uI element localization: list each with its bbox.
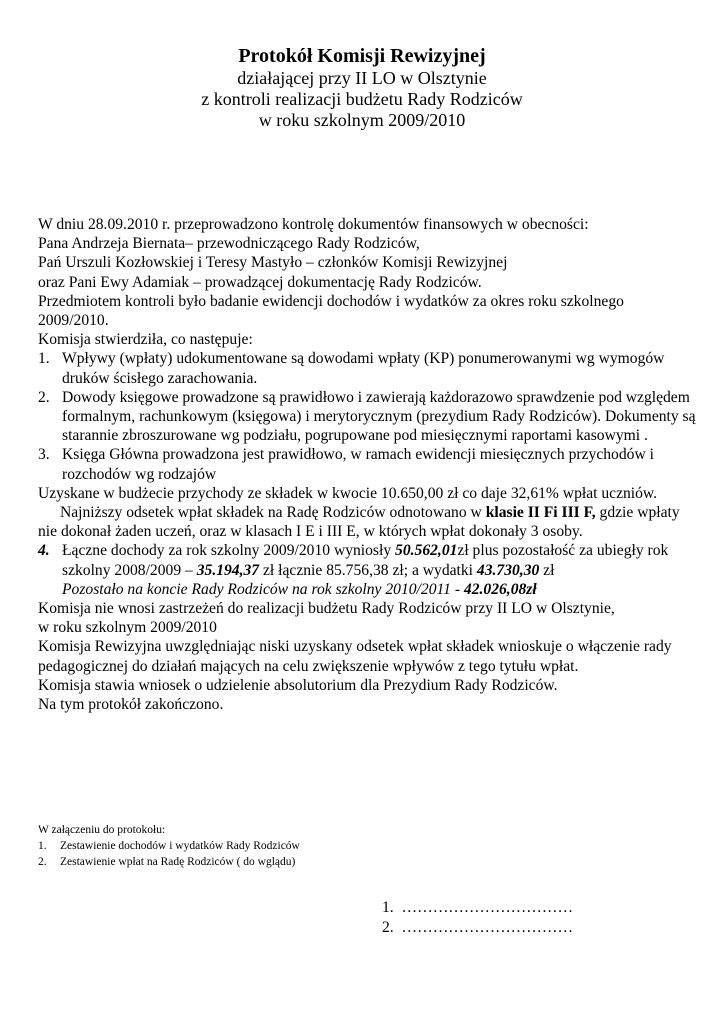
header-line-2: działającej przy II LO w Olsztynie bbox=[237, 68, 487, 88]
remaining-amount: 42.026,08zł bbox=[463, 580, 537, 598]
header-line-3: z kontroli realizacji budżetu Rady Rodziców bbox=[201, 89, 523, 109]
list-text: zł plus pozostałość za ubiegły rok szkolny 2008/2009 – bbox=[62, 542, 669, 579]
signature-dots: …………………………… bbox=[401, 899, 574, 916]
income-amount: 50.562,01 bbox=[395, 542, 458, 560]
list-number: 2. bbox=[38, 388, 50, 406]
attachment-item bbox=[38, 838, 638, 854]
paragraph-text: gdzie wpłaty nie dokonał żaden uczeń, oraz w klasach I E i III E, w których wpłat dokonały 3 osoby. bbox=[38, 504, 680, 541]
list-number: 4. bbox=[38, 542, 50, 560]
list-text: zł bbox=[539, 561, 555, 579]
paragraph: W dniu 28.09.2010 r. przeprowadzono kontrolę dokumentów finansowych w obecności: bbox=[38, 216, 589, 233]
list-text: Łączne dochody za rok szkolny 2009/2010 wyniosły bbox=[62, 542, 396, 560]
list-item bbox=[38, 388, 698, 446]
signature-line bbox=[382, 898, 573, 918]
list-item bbox=[38, 349, 698, 387]
paragraph: Uzyskane w budżecie przychody ze składek w kwocie 10.650,00 zł co daje 32,61% wpłat uczniów. bbox=[38, 484, 658, 502]
attachment-number: 1. bbox=[38, 840, 47, 852]
list-number: 3. bbox=[38, 446, 50, 464]
list-item bbox=[38, 445, 698, 483]
paragraph: Na tym protokół zakończono. bbox=[38, 696, 224, 714]
list-text: Wpływy (wpłaty) udokumentowane są dowodami wpłaty (KP) ponumerowanymi wg wymogów druków ścisłego zarachowania. bbox=[62, 350, 665, 387]
expenses-amount: 43.730,30 bbox=[476, 561, 540, 579]
list-item bbox=[38, 541, 698, 599]
paragraph: Komisja stwierdziła, co następuje: bbox=[38, 331, 253, 349]
signature-lines bbox=[382, 898, 573, 938]
list-text: Księga Główna prowadzona jest prawidłowo, w ramach ewidencji miesięcznych przychodów i rozchodów wg rodzajów bbox=[62, 446, 654, 483]
list-text: zł łącznie 85.756,38 zł; a wydatki bbox=[259, 561, 477, 579]
paragraph: Pań Urszuli Kozłowskiej i Teresy Mastyło – członków Komisji Rewizyjnej bbox=[38, 254, 508, 272]
paragraph: w roku szkolnym 2009/2010 bbox=[38, 619, 217, 637]
document-body bbox=[38, 215, 698, 714]
carryover-amount: 35.194,37 bbox=[196, 561, 260, 579]
attachments bbox=[38, 822, 638, 870]
paragraph: Komisja stawia wniosek o udzielenie absolutorium dla Prezydium Rady Rodziców. bbox=[38, 676, 558, 694]
attachment-text: Zestawienie dochodów i wydatków Rady Rodziców bbox=[60, 840, 300, 852]
attachments-heading: W załączeniu do protokołu: bbox=[38, 824, 166, 836]
paragraph-text: Najniższy odsetek wpłat składek na Radę Rodziców odnotowano w bbox=[60, 504, 486, 522]
list-number: 1. bbox=[38, 350, 50, 368]
header-line-4: w roku szkolnym 2009/2010 bbox=[258, 110, 466, 130]
signature-number: 1. bbox=[382, 899, 394, 916]
list-text: Dowody księgowe prowadzone są prawidłowo i zawierają każdorazowo sprawdzenie pod względem formalnym, rachunkowym (księgowa) i merytorycznym (prezydium Rady Rodziców). Dokumenty są starannie zbroszurowane wg podziału, pogrupowane pod miesięcznymi raportami kasowymi . bbox=[62, 388, 696, 445]
document-title: Protokół Komisji Rewizyjnej bbox=[238, 45, 486, 67]
paragraph: Komisja nie wnosi zastrzeżeń do realizacji budżetu Rady Rodziców przy II LO w Olsztynie, bbox=[38, 600, 615, 618]
paragraph: Przedmiotem kontroli było badanie ewidencji dochodów i wydatków za okres roku szkolnego 2009/2010. bbox=[38, 292, 624, 330]
attachment-number: 2. bbox=[38, 856, 47, 868]
document-header bbox=[0, 44, 724, 131]
paragraph bbox=[38, 503, 698, 541]
class-highlight: klasie II Fi III F, bbox=[485, 504, 596, 522]
attachment-item bbox=[38, 854, 638, 870]
paragraph: Komisja Rewizyjna uwzględniając niski uzyskany odsetek wpłat składek wnioskuje o włączenie rady pedagogicznej do działań mających na celu zwiększenie wpływów z tego tytułu wpłat. bbox=[38, 638, 672, 675]
paragraph: Pana Andrzeja Biernata– przewodniczącego Rady Rodziców, bbox=[38, 235, 420, 253]
paragraph: oraz Pani Ewy Adamiak – prowadzącej dokumentację Rady Rodziców. bbox=[38, 273, 482, 291]
attachment-text: Zestawienie wpłat na Radę Rodziców ( do wglądu) bbox=[60, 856, 296, 868]
remaining-label: Pozostało na koncie Rady Rodziców na rok szkolny 2010/2011 - bbox=[62, 580, 464, 598]
signature-dots: …………………………… bbox=[401, 919, 574, 936]
signature-line bbox=[382, 918, 573, 938]
signature-number: 2. bbox=[382, 919, 394, 936]
